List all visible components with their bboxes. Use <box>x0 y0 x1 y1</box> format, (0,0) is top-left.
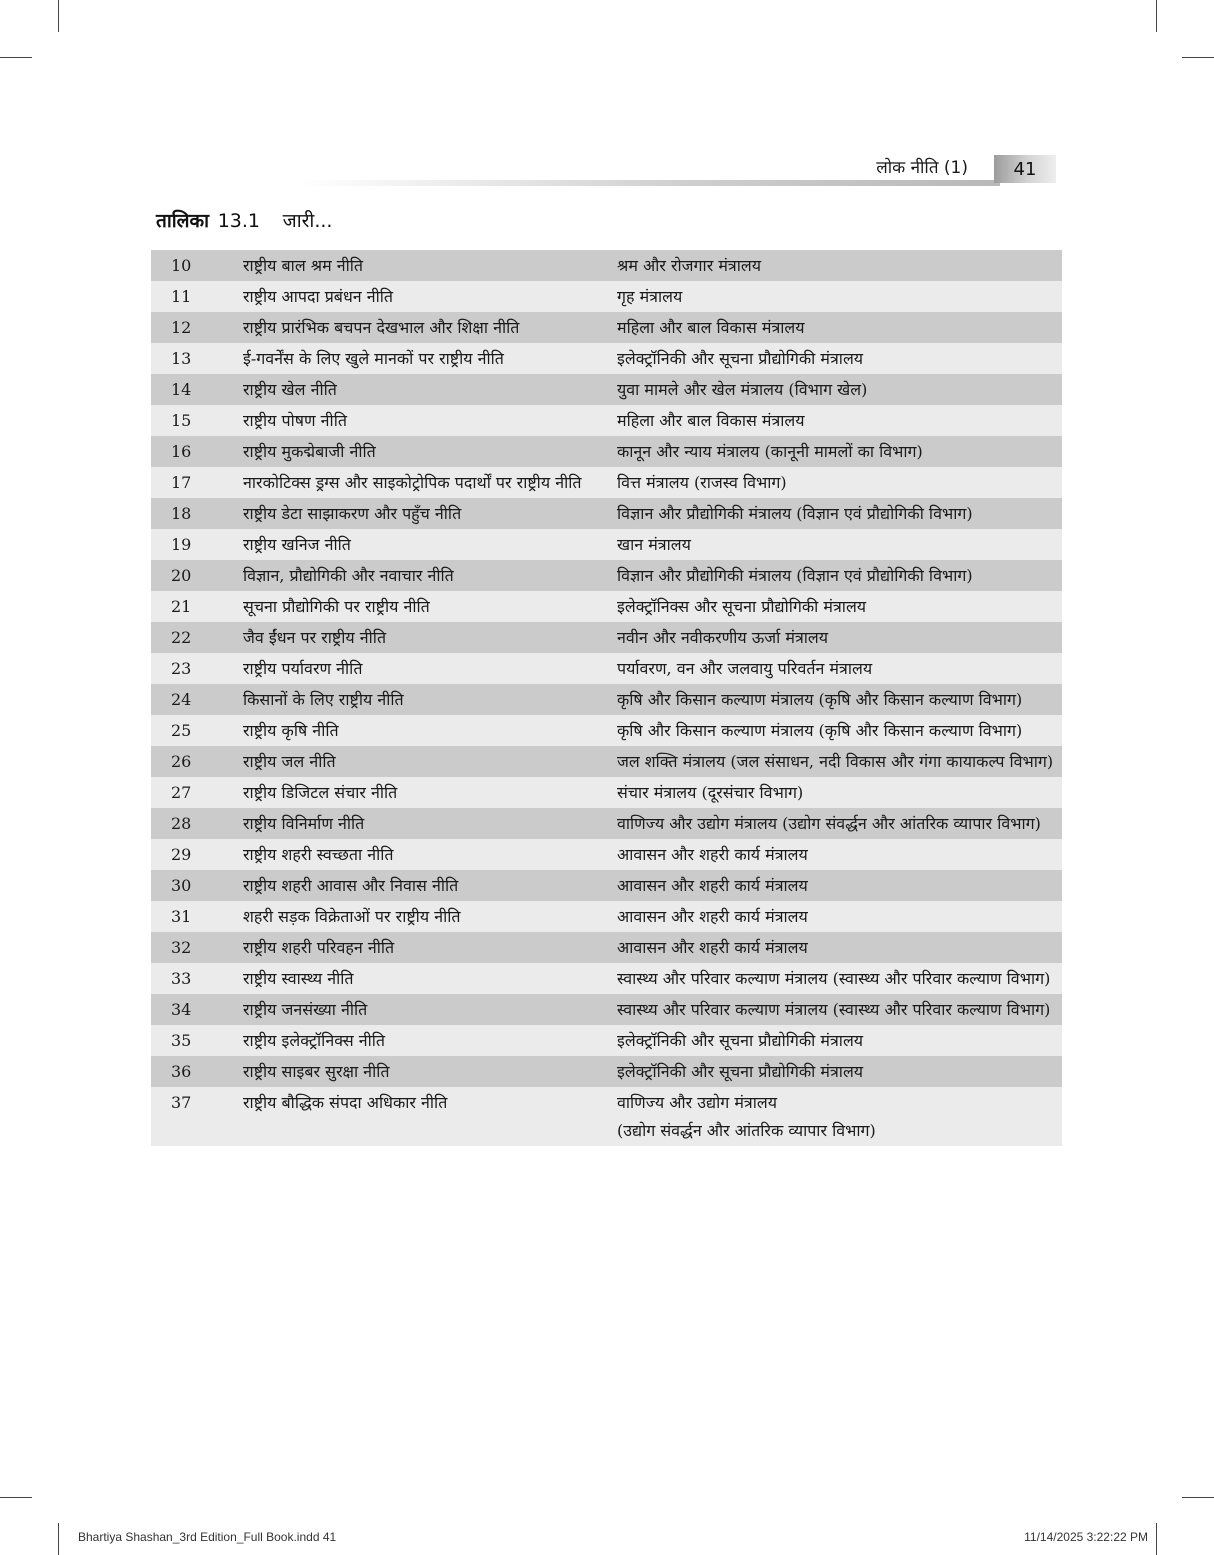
serial-number-cell: 36 <box>151 1056 233 1087</box>
table-row <box>151 777 1062 808</box>
table-row <box>151 560 1062 591</box>
policy-cell: राष्ट्रीय प्रारंभिक बचपन देखभाल और शिक्षा नीति <box>233 312 611 343</box>
crop-mark <box>58 0 59 32</box>
table-row <box>151 653 1062 684</box>
serial-number-cell: 19 <box>151 529 233 560</box>
table-caption-number: 13.1 <box>217 210 261 232</box>
serial-number-cell: 37 <box>151 1087 233 1146</box>
policy-cell: राष्ट्रीय स्वास्थ्य नीति <box>233 963 611 994</box>
policy-cell: राष्ट्रीय डेटा साझाकरण और पहुँच नीति <box>233 498 611 529</box>
ministry-text: विज्ञान और प्रौद्योगिकी मंत्रालय (विज्ञान एवं प्रौद्योगिकी विभाग) <box>617 504 973 523</box>
ministry-cell <box>611 932 1062 963</box>
serial-number-cell: 26 <box>151 746 233 777</box>
table-caption-continued: जारी... <box>282 210 333 232</box>
policy-cell: राष्ट्रीय कृषि नीति <box>233 715 611 746</box>
policy-cell: राष्ट्रीय शहरी स्वच्छता नीति <box>233 839 611 870</box>
ministry-text: वाणिज्य और उद्योग मंत्रालय <box>617 1093 778 1112</box>
serial-number-cell: 33 <box>151 963 233 994</box>
ministry-text: कानून और न्याय मंत्रालय (कानूनी मामलों का विभाग) <box>617 442 923 461</box>
serial-number-cell: 23 <box>151 653 233 684</box>
table-row <box>151 1087 1062 1146</box>
table-row <box>151 839 1062 870</box>
table-row <box>151 994 1062 1025</box>
ministry-text: आवासन और शहरी कार्य मंत्रालय <box>617 845 808 864</box>
policy-cell: राष्ट्रीय डिजिटल संचार नीति <box>233 777 611 808</box>
table-row <box>151 684 1062 715</box>
ministry-cell <box>611 808 1062 839</box>
policy-cell: विज्ञान, प्रौद्योगिकी और नवाचार नीति <box>233 560 611 591</box>
table-row <box>151 312 1062 343</box>
table-row <box>151 1056 1062 1087</box>
crop-mark <box>1182 1497 1214 1498</box>
table-row <box>151 746 1062 777</box>
policy-cell: राष्ट्रीय जल नीति <box>233 746 611 777</box>
policy-cell: राष्ट्रीय शहरी परिवहन नीति <box>233 932 611 963</box>
ministry-text: खान मंत्रालय <box>617 535 691 554</box>
serial-number-cell: 22 <box>151 622 233 653</box>
table-caption <box>156 207 332 233</box>
crop-mark <box>1156 1523 1157 1555</box>
ministry-text: महिला और बाल विकास मंत्रालय <box>617 411 805 430</box>
slug-file-name: Bhartiya Shashan_3rd Edition_Full Book.indd 41 <box>78 1530 337 1544</box>
policy-cell: ई-गवर्नेंस के लिए खुले मानकों पर राष्ट्रीय नीति <box>233 343 611 374</box>
serial-number-cell: 35 <box>151 1025 233 1056</box>
ministry-cell <box>611 374 1062 405</box>
ministry-cell <box>611 994 1062 1025</box>
table-row <box>151 963 1062 994</box>
ministry-cell <box>611 591 1062 622</box>
policy-cell: राष्ट्रीय जनसंख्या नीति <box>233 994 611 1025</box>
serial-number-cell: 24 <box>151 684 233 715</box>
page-number-box <box>994 155 1056 183</box>
serial-number-cell: 29 <box>151 839 233 870</box>
ministry-text: गृह मंत्रालय <box>617 287 683 306</box>
serial-number-cell: 20 <box>151 560 233 591</box>
ministry-cell <box>611 653 1062 684</box>
table-row <box>151 901 1062 932</box>
ministry-text: वित्त मंत्रालय (राजस्व विभाग) <box>617 473 787 492</box>
ministry-cell <box>611 498 1062 529</box>
ministry-cell <box>611 312 1062 343</box>
ministry-text: युवा मामले और खेल मंत्रालय (विभाग खेल) <box>617 380 868 399</box>
policy-cell: राष्ट्रीय खेल नीति <box>233 374 611 405</box>
ministry-text: महिला और बाल विकास मंत्रालय <box>617 318 805 337</box>
crop-mark <box>0 1497 32 1498</box>
ministry-cell <box>611 250 1062 281</box>
serial-number-cell: 25 <box>151 715 233 746</box>
policy-cell: राष्ट्रीय विनिर्माण नीति <box>233 808 611 839</box>
ministry-text: पर्यावरण, वन और जलवायु परिवर्तन मंत्रालय <box>617 659 873 678</box>
slug-timestamp: 11/14/2025 3:22:22 PM <box>1024 1530 1148 1544</box>
serial-number-cell: 12 <box>151 312 233 343</box>
table-row <box>151 932 1062 963</box>
serial-number-cell: 18 <box>151 498 233 529</box>
ministry-cell <box>611 467 1062 498</box>
ministry-cell <box>611 1087 1062 1146</box>
table-row <box>151 343 1062 374</box>
table-caption-label: तालिका <box>156 210 210 232</box>
ministry-cell <box>611 281 1062 312</box>
ministry-text: वाणिज्य और उद्योग मंत्रालय (उद्योग संवर्द्धन और आंतरिक व्यापार विभाग) <box>617 814 1041 833</box>
policy-table-body <box>151 250 1062 1146</box>
crop-mark <box>1182 57 1214 58</box>
ministry-cell <box>611 746 1062 777</box>
ministry-cell <box>611 715 1062 746</box>
table-row <box>151 591 1062 622</box>
ministry-cell <box>611 529 1062 560</box>
policy-cell: शहरी सड़क विक्रेताओं पर राष्ट्रीय नीति <box>233 901 611 932</box>
ministry-text: इलेक्ट्रॉनिक्स और सूचना प्रौद्योगिकी मंत्रालय <box>617 597 867 616</box>
policy-cell: राष्ट्रीय साइबर सुरक्षा नीति <box>233 1056 611 1087</box>
policy-cell: राष्ट्रीय आपदा प्रबंधन नीति <box>233 281 611 312</box>
ministry-text: आवासन और शहरी कार्य मंत्रालय <box>617 907 808 926</box>
ministry-cell <box>611 343 1062 374</box>
policy-cell: राष्ट्रीय मुकद्मेबाजी नीति <box>233 436 611 467</box>
ministry-text: इलेक्ट्रॉनिकी और सूचना प्रौद्योगिकी मंत्रालय <box>617 1031 864 1050</box>
ministry-text: कृषि और किसान कल्याण मंत्रालय (कृषि और किसान कल्याण विभाग) <box>617 721 1023 740</box>
ministry-cell <box>611 405 1062 436</box>
ministry-cell <box>611 839 1062 870</box>
serial-number-cell: 28 <box>151 808 233 839</box>
policy-cell: राष्ट्रीय बौद्धिक संपदा अधिकार नीति <box>233 1087 611 1146</box>
serial-number-cell: 34 <box>151 994 233 1025</box>
ministry-cell <box>611 870 1062 901</box>
ministry-cell <box>611 1056 1062 1087</box>
policy-cell: राष्ट्रीय इलेक्ट्रॉनिक्स नीति <box>233 1025 611 1056</box>
policy-cell: राष्ट्रीय खनिज नीति <box>233 529 611 560</box>
table-row <box>151 498 1062 529</box>
table-row <box>151 529 1062 560</box>
ministry-text: कृषि और किसान कल्याण मंत्रालय (कृषि और किसान कल्याण विभाग) <box>617 690 1023 709</box>
ministry-cell <box>611 436 1062 467</box>
policy-cell: नारकोटिक्स ड्रग्स और साइकोट्रोपिक पदार्थों पर राष्ट्रीय नीति <box>233 467 611 498</box>
ministry-text: विज्ञान और प्रौद्योगिकी मंत्रालय (विज्ञान एवं प्रौद्योगिकी विभाग) <box>617 566 973 585</box>
serial-number-cell: 15 <box>151 405 233 436</box>
ministry-cell <box>611 963 1062 994</box>
serial-number-cell: 32 <box>151 932 233 963</box>
serial-number-cell: 17 <box>151 467 233 498</box>
ministry-text: इलेक्ट्रॉनिकी और सूचना प्रौद्योगिकी मंत्रालय <box>617 349 864 368</box>
ministry-text: स्वास्थ्य और परिवार कल्याण मंत्रालय (स्वास्थ्य और परिवार कल्याण विभाग) <box>617 1000 1051 1019</box>
ministry-text: स्वास्थ्य और परिवार कल्याण मंत्रालय (स्वास्थ्य और परिवार कल्याण विभाग) <box>617 969 1051 988</box>
serial-number-cell: 13 <box>151 343 233 374</box>
table-row <box>151 870 1062 901</box>
serial-number-cell: 16 <box>151 436 233 467</box>
table-row <box>151 250 1062 281</box>
policy-cell: राष्ट्रीय पोषण नीति <box>233 405 611 436</box>
ministry-text: श्रम और रोजगार मंत्रालय <box>617 256 761 275</box>
policy-cell: राष्ट्रीय बाल श्रम नीति <box>233 250 611 281</box>
table-row <box>151 808 1062 839</box>
table-row <box>151 374 1062 405</box>
table-row <box>151 715 1062 746</box>
policy-cell: जैव ईंधन पर राष्ट्रीय नीति <box>233 622 611 653</box>
policy-cell: किसानों के लिए राष्ट्रीय नीति <box>233 684 611 715</box>
running-head-title: लोक नीति (1) <box>876 158 968 178</box>
table-row <box>151 622 1062 653</box>
ministry-cell <box>611 1025 1062 1056</box>
serial-number-cell: 14 <box>151 374 233 405</box>
serial-number-cell: 30 <box>151 870 233 901</box>
policy-table <box>151 250 1062 1146</box>
ministry-cell <box>611 901 1062 932</box>
policy-cell: सूचना प्रौद्योगिकी पर राष्ट्रीय नीति <box>233 591 611 622</box>
ministry-cell <box>611 684 1062 715</box>
crop-mark <box>0 57 32 58</box>
ministry-text: इलेक्ट्रॉनिकी और सूचना प्रौद्योगिकी मंत्रालय <box>617 1062 864 1081</box>
ministry-text: आवासन और शहरी कार्य मंत्रालय <box>617 876 808 895</box>
serial-number-cell: 10 <box>151 250 233 281</box>
policy-cell: राष्ट्रीय शहरी आवास और निवास नीति <box>233 870 611 901</box>
table-row <box>151 405 1062 436</box>
table-row <box>151 281 1062 312</box>
ministry-text: आवासन और शहरी कार्य मंत्रालय <box>617 938 808 957</box>
serial-number-cell: 21 <box>151 591 233 622</box>
serial-number-cell: 11 <box>151 281 233 312</box>
ministry-cell <box>611 622 1062 653</box>
ministry-text: जल शक्ति मंत्रालय (जल संसाधन, नदी विकास और गंगा कायाकल्प विभाग) <box>617 752 1054 771</box>
ministry-cell <box>611 560 1062 591</box>
serial-number-cell: 27 <box>151 777 233 808</box>
table-row <box>151 467 1062 498</box>
header-rule <box>300 180 1000 186</box>
policy-cell: राष्ट्रीय पर्यावरण नीति <box>233 653 611 684</box>
ministry-cell <box>611 777 1062 808</box>
ministry-text: नवीन और नवीकरणीय ऊर्जा मंत्रालय <box>617 628 829 647</box>
crop-mark <box>58 1523 59 1555</box>
table-row <box>151 1025 1062 1056</box>
ministry-text-line2: (उद्योग संवर्द्धन और आंतरिक व्यापार विभाग) <box>617 1121 876 1140</box>
crop-mark <box>1156 0 1157 32</box>
table-row <box>151 436 1062 467</box>
page-number: 41 <box>1013 158 1037 180</box>
ministry-text: संचार मंत्रालय (दूरसंचार विभाग) <box>617 783 804 802</box>
serial-number-cell: 31 <box>151 901 233 932</box>
